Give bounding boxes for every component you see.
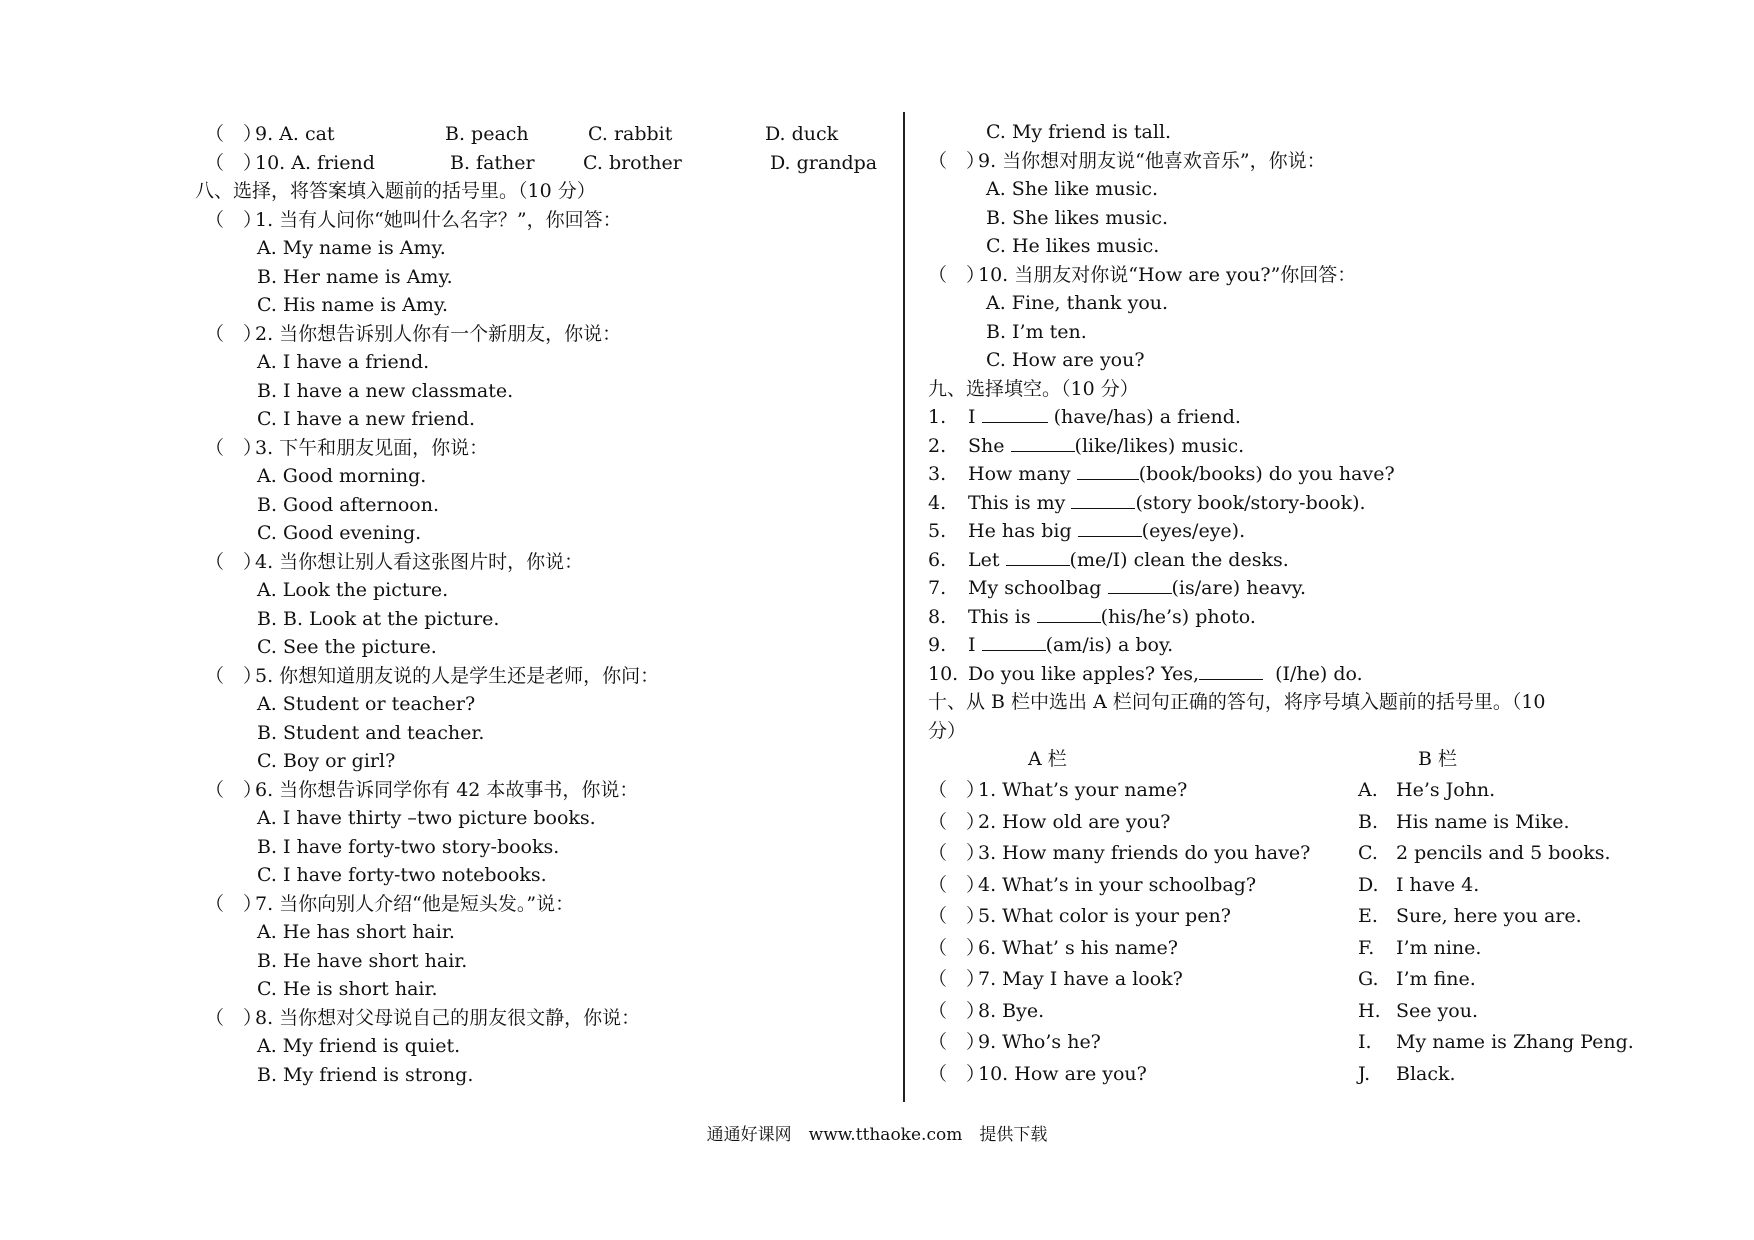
question-3 bbox=[205, 434, 885, 463]
option: C. His name is Amy. bbox=[257, 294, 449, 316]
a-question: 6. What’ s his name? bbox=[978, 936, 1178, 959]
item-suffix: (eyes/eye). bbox=[1141, 520, 1246, 542]
option: B. My friend is strong. bbox=[257, 1063, 474, 1086]
section-10-heading: 十、从 B 栏中选出 A 栏问句正确的答句，将序号填入题前的括号里。（10 bbox=[928, 691, 1546, 713]
b-letter: A. bbox=[1358, 779, 1378, 801]
answer-paren[interactable]: （ ） bbox=[928, 999, 986, 1022]
question-7 bbox=[205, 890, 885, 919]
item-number: 2. bbox=[928, 434, 947, 457]
fill-item-10 bbox=[928, 660, 1648, 689]
option: C. I have forty-two notebooks. bbox=[257, 864, 547, 886]
item-suffix: (his/he’s) photo. bbox=[1100, 605, 1256, 628]
a-question: 3. How many friends do you have? bbox=[978, 842, 1311, 864]
option-a: 9. A. cat bbox=[255, 123, 335, 145]
match-row bbox=[928, 870, 1648, 902]
question-text: 8. 当你想对父母说自己的朋友很文静，你说： bbox=[255, 1006, 641, 1029]
option: C. How are you? bbox=[986, 349, 1145, 371]
b-letter: B. bbox=[1358, 810, 1379, 833]
left-column bbox=[195, 120, 885, 1089]
option-a: 10. A. friend bbox=[255, 151, 375, 174]
option: A. My friend is quiet. bbox=[257, 1035, 461, 1057]
answer-paren[interactable]: （ ） bbox=[928, 842, 986, 864]
col-b-header: B 栏 bbox=[1418, 748, 1458, 770]
option: B. She likes music. bbox=[986, 206, 1169, 229]
a-question: 10. How are you? bbox=[978, 1062, 1147, 1085]
option: B. B. Look at the picture. bbox=[257, 607, 500, 630]
item-number: 6. bbox=[928, 548, 947, 571]
item-prefix: I bbox=[968, 406, 976, 428]
b-answer: 2 pencils and 5 books. bbox=[1396, 842, 1611, 864]
question-1 bbox=[205, 206, 885, 235]
option: B. I have forty-two story-books. bbox=[257, 835, 560, 858]
option-d: D. grandpa bbox=[770, 151, 878, 174]
item-prefix: This is my bbox=[968, 491, 1066, 514]
option-c: C. brother bbox=[583, 151, 682, 174]
match-row bbox=[928, 933, 1648, 965]
item-prefix: My schoolbag bbox=[968, 577, 1102, 599]
option: A. Student or teacher? bbox=[257, 693, 476, 715]
option: A. I have thirty –two picture books. bbox=[257, 807, 596, 829]
item-suffix: (I/he) do. bbox=[1275, 662, 1363, 685]
right-column bbox=[928, 118, 1648, 1090]
item-number: 4. bbox=[928, 491, 947, 514]
a-question: 8. Bye. bbox=[978, 999, 1045, 1022]
question-text: 1. 当有人问你“她叫什么名字？”，你回答： bbox=[255, 208, 622, 231]
answer-paren[interactable]: （ ） bbox=[928, 810, 986, 833]
a-question: 9. Who’s he? bbox=[978, 1031, 1101, 1053]
match-column-headers bbox=[928, 745, 1648, 775]
option: C. He is short hair. bbox=[257, 978, 438, 1000]
option-d: D. duck bbox=[765, 123, 839, 145]
b-letter: I. bbox=[1358, 1031, 1372, 1053]
section-10-heading-cont: 分） bbox=[928, 719, 967, 742]
question-4 bbox=[205, 548, 885, 577]
b-answer: I’m fine. bbox=[1396, 968, 1476, 990]
option: B. He have short hair. bbox=[257, 949, 468, 972]
b-answer: His name is Mike. bbox=[1396, 810, 1570, 833]
question-text: 6. 当你想告诉同学你有 42 本故事书，你说： bbox=[255, 778, 639, 801]
b-answer: See you. bbox=[1396, 999, 1478, 1022]
answer-paren[interactable]: （ ） bbox=[205, 892, 263, 915]
answer-paren[interactable]: （ ） bbox=[928, 149, 986, 172]
b-letter: F. bbox=[1358, 936, 1375, 959]
match-row bbox=[928, 1027, 1648, 1059]
option-b: B. father bbox=[450, 151, 535, 174]
question-6 bbox=[205, 776, 885, 805]
item-number: 1. bbox=[928, 406, 947, 428]
a-question: 7. May I have a look? bbox=[978, 968, 1183, 990]
option: A. I have a friend. bbox=[257, 351, 430, 373]
fill-item-4 bbox=[928, 489, 1648, 518]
b-letter: E. bbox=[1358, 905, 1378, 927]
answer-paren[interactable]: （ ） bbox=[205, 778, 263, 801]
b-answer: My name is Zhang Peng. bbox=[1396, 1031, 1634, 1053]
b-answer: I have 4. bbox=[1396, 873, 1480, 896]
match-row bbox=[928, 838, 1648, 870]
question-10 bbox=[928, 261, 1648, 290]
match-row bbox=[928, 775, 1648, 807]
option: A. He has short hair. bbox=[257, 921, 455, 943]
answer-paren: （ ） bbox=[205, 123, 263, 145]
item-number: 9. bbox=[928, 634, 947, 656]
fill-item-2 bbox=[928, 432, 1648, 461]
b-letter: J. bbox=[1358, 1062, 1371, 1085]
item-prefix: This is bbox=[968, 605, 1031, 628]
answer-paren[interactable]: （ ） bbox=[928, 1031, 986, 1053]
question-text: 2. 当你想告诉别人你有一个新朋友，你说： bbox=[255, 322, 622, 345]
question-text: 9. 当你想对朋友说“他喜欢音乐”，你说： bbox=[978, 149, 1326, 172]
question-text: 10. 当朋友对你说“How are you?”你回答： bbox=[978, 263, 1357, 286]
question-text: 3. 下午和朋友见面，你说： bbox=[255, 436, 489, 459]
option: C. I have a new friend. bbox=[257, 408, 476, 430]
item-prefix: She bbox=[968, 434, 1005, 457]
question-5 bbox=[205, 662, 885, 691]
answer-blank[interactable] bbox=[1078, 518, 1142, 537]
option: C. Good evening. bbox=[257, 522, 422, 544]
item-number: 5. bbox=[928, 520, 947, 542]
option: C. Boy or girl? bbox=[257, 750, 396, 772]
b-letter: D. bbox=[1358, 873, 1379, 896]
option-b: B. peach bbox=[445, 123, 529, 145]
column-divider bbox=[903, 112, 905, 1102]
b-letter: C. bbox=[1358, 842, 1378, 864]
item-number: 8. bbox=[928, 605, 947, 628]
question-9 bbox=[928, 147, 1648, 176]
match-row bbox=[928, 1059, 1648, 1091]
b-letter: G. bbox=[1358, 968, 1379, 990]
item-number: 3. bbox=[928, 463, 947, 485]
option-c: C. rabbit bbox=[588, 123, 673, 145]
answer-paren[interactable]: （ ） bbox=[205, 1006, 263, 1029]
item-suffix: (book/books) do you have? bbox=[1138, 463, 1395, 485]
b-answer: Black. bbox=[1396, 1062, 1456, 1085]
answer-blank[interactable] bbox=[982, 404, 1048, 423]
option: C. He likes music. bbox=[986, 235, 1160, 257]
answer-paren[interactable]: （ ） bbox=[205, 436, 263, 459]
item-prefix: Let bbox=[968, 548, 1000, 571]
option: B. Student and teacher. bbox=[257, 721, 485, 744]
answer-blank[interactable] bbox=[1077, 461, 1139, 480]
a-question: 2. How old are you? bbox=[978, 810, 1171, 833]
section-8-heading: 八、选择，将答案填入题前的括号里。（10 分） bbox=[195, 180, 596, 202]
option: C. See the picture. bbox=[257, 636, 437, 658]
answer-paren[interactable]: （ ） bbox=[928, 873, 986, 896]
answer-paren[interactable]: （ ） bbox=[928, 905, 986, 927]
answer-paren[interactable]: （ ） bbox=[205, 550, 263, 573]
question-2 bbox=[205, 320, 885, 349]
question-8 bbox=[205, 1004, 885, 1033]
b-letter: H. bbox=[1358, 999, 1381, 1022]
fill-item-3 bbox=[928, 460, 1648, 489]
item-prefix: I bbox=[968, 634, 976, 656]
match-row bbox=[928, 807, 1648, 839]
item-suffix: (have/has) a friend. bbox=[1053, 406, 1241, 428]
option: A. My name is Amy. bbox=[257, 237, 446, 259]
answer-paren[interactable]: （ ） bbox=[928, 936, 986, 959]
fill-item-9 bbox=[928, 631, 1648, 660]
answer-paren[interactable]: （ ） bbox=[205, 664, 263, 687]
option: B. I have a new classmate. bbox=[257, 379, 514, 402]
question-text: 7. 当你向别人介绍“他是短头发。”说： bbox=[255, 892, 575, 915]
b-answer: I’m nine. bbox=[1396, 936, 1482, 959]
answer-paren[interactable]: （ ） bbox=[928, 968, 986, 990]
item-suffix: (story book/story-book). bbox=[1135, 491, 1366, 514]
option: A. She like music. bbox=[986, 178, 1159, 200]
b-answer: He’s John. bbox=[1396, 779, 1496, 801]
answer-paren[interactable]: （ ） bbox=[928, 263, 986, 286]
item-suffix: (me/I) clean the desks. bbox=[1069, 548, 1289, 571]
answer-paren[interactable]: （ ） bbox=[205, 208, 263, 231]
item-prefix: How many bbox=[968, 463, 1071, 485]
item-number: 7. bbox=[928, 577, 947, 599]
a-question: 1. What’s your name? bbox=[978, 779, 1188, 801]
vocab-row-10 bbox=[205, 149, 885, 178]
a-question: 5. What color is your pen? bbox=[978, 905, 1231, 927]
vocab-row-9 bbox=[205, 120, 885, 149]
item-suffix: (like/likes) music. bbox=[1074, 434, 1245, 457]
section-9-heading: 九、选择填空。（10 分） bbox=[928, 377, 1139, 400]
item-prefix: He has big bbox=[968, 520, 1072, 542]
match-row bbox=[928, 996, 1648, 1028]
answer-blank[interactable] bbox=[1108, 575, 1172, 594]
col-a-header: A 栏 bbox=[1028, 748, 1067, 770]
question-text: 4. 当你想让别人看这张图片时，你说： bbox=[255, 550, 584, 573]
option: A. Fine, thank you. bbox=[986, 292, 1169, 314]
answer-paren[interactable]: （ ） bbox=[928, 779, 986, 801]
option: B. Good afternoon. bbox=[257, 493, 440, 516]
answer-paren[interactable]: （ ） bbox=[928, 1062, 986, 1085]
item-suffix: (am/is) a boy. bbox=[1045, 634, 1174, 656]
answer-blank[interactable] bbox=[1037, 604, 1101, 623]
option: A. Look the picture. bbox=[257, 579, 449, 601]
item-suffix: (is/are) heavy. bbox=[1171, 577, 1307, 599]
option: C. My friend is tall. bbox=[986, 121, 1172, 143]
page-footer: 通通好课网 www.tthaoke.com 提供下载 bbox=[706, 1125, 1048, 1145]
item-number: 10. bbox=[928, 662, 959, 685]
answer-blank[interactable] bbox=[1011, 433, 1075, 452]
question-text: 5. 你想知道朋友说的人是学生还是老师，你问： bbox=[255, 664, 660, 687]
fill-item-7 bbox=[928, 574, 1648, 603]
option: A. Good morning. bbox=[257, 465, 427, 487]
option: B. Her name is Amy. bbox=[257, 265, 453, 288]
answer-blank[interactable] bbox=[982, 632, 1046, 651]
fill-item-5 bbox=[928, 517, 1648, 546]
match-row bbox=[928, 964, 1648, 996]
item-prefix: Do you like apples? Yes, bbox=[968, 662, 1199, 685]
match-row bbox=[928, 901, 1648, 933]
answer-blank[interactable] bbox=[1071, 490, 1135, 509]
answer-paren[interactable]: （ ） bbox=[205, 322, 263, 345]
answer-blank[interactable] bbox=[1006, 547, 1070, 566]
option: B. I’m ten. bbox=[986, 320, 1087, 343]
answer-blank[interactable] bbox=[1199, 661, 1263, 680]
answer-paren: （ ） bbox=[205, 151, 263, 174]
a-question: 4. What’s in your schoolbag? bbox=[978, 873, 1257, 896]
b-answer: Sure, here you are. bbox=[1396, 905, 1582, 927]
fill-item-6 bbox=[928, 546, 1648, 575]
fill-item-1 bbox=[928, 403, 1648, 432]
fill-item-8 bbox=[928, 603, 1648, 632]
